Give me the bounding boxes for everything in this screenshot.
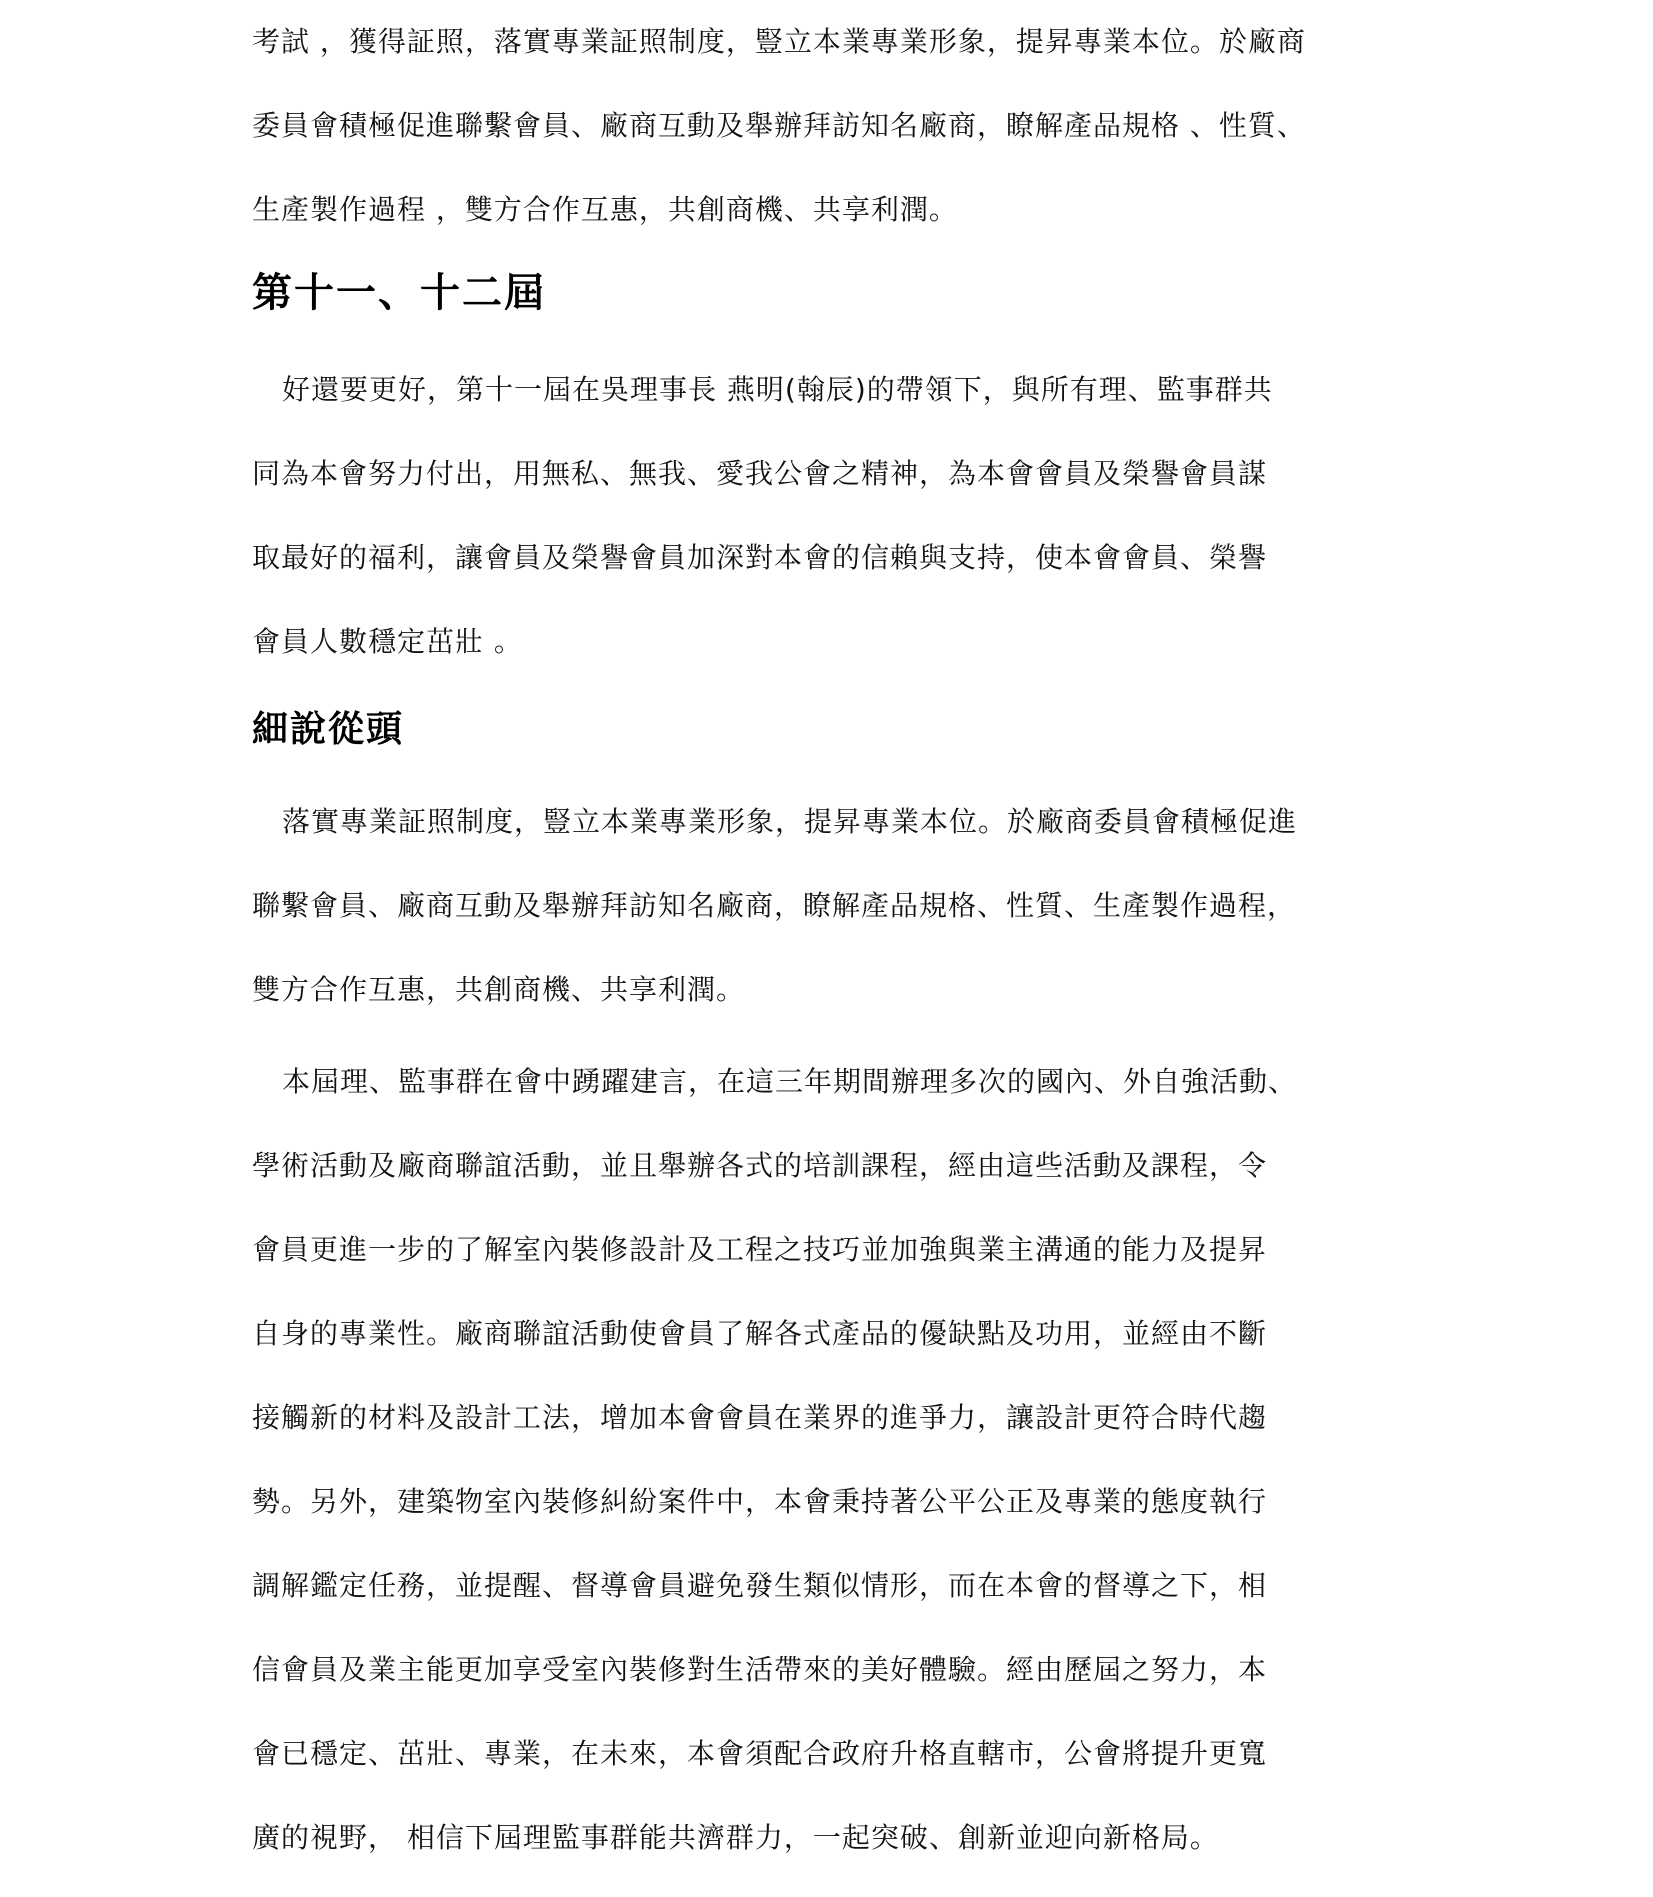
paragraph-line: 自身的專業性。廠商聯誼活動使會員了解各式產品的優缺點及功用，並經由不斷 (252, 1317, 1268, 1350)
paragraph-line: 會員人數穩定茁壯 。 (252, 625, 523, 658)
paragraph-line: 本屆理、監事群在會中踴躍建言，在這三年期間辦理多次的國內、外自強活動、 (282, 1065, 1298, 1098)
intro-line: 生產製作過程 ，雙方合作互惠，共創商機、共享利潤。 (252, 193, 958, 226)
paragraph-line: 信會員及業主能更加享受室內裝修對生活帶來的美好體驗。經由歷屆之努力，本 (252, 1653, 1268, 1686)
intro-line: 委員會積極促進聯繫會員、廠商互動及舉辦拜訪知名廠商，瞭解產品規格 、性質、 (252, 109, 1306, 142)
paragraph-line: 接觸新的材料及設計工法，增加本會會員在業界的進爭力，讓設計更符合時代趨 (252, 1401, 1268, 1434)
paragraph-line: 會員更進一步的了解室內裝修設計及工程之技巧並加強與業主溝通的能力及提昇 (252, 1233, 1268, 1266)
section-heading: 第十一、十二屆 (252, 270, 546, 316)
paragraph-line: 取最好的福利，讓會員及榮譽會員加深對本會的信賴與支持，使本會會員、榮譽 (252, 541, 1268, 574)
paragraph-line: 調解鑑定任務，並提醒、督導會員避免發生類似情形，而在本會的督導之下，相 (252, 1569, 1268, 1602)
intro-line: 考試 ，獲得証照，落實專業証照制度，豎立本業專業形象，提昇專業本位。於廠商 (252, 25, 1306, 58)
paragraph-line: 同為本會努力付出，用無私、無我、愛我公會之精神，為本會會員及榮譽會員謀 (252, 457, 1268, 490)
paragraph-line: 廣的視野， 相信下屆理監事群能共濟群力，一起突破、創新並迎向新格局。 (252, 1821, 1219, 1854)
section-heading: 細說從頭 (252, 709, 405, 750)
paragraph-line: 學術活動及廠商聯誼活動，並且舉辦各式的培訓課程，經由這些活動及課程，令 (252, 1149, 1268, 1182)
paragraph-line: 聯繫會員、廠商互動及舉辦拜訪知名廠商，瞭解產品規格、性質、生產製作過程， (252, 889, 1297, 922)
paragraph-line: 勢。另外，建築物室內裝修糾紛案件中，本會秉持著公平公正及專業的態度執行 (252, 1485, 1268, 1518)
paragraph-line: 會已穩定、茁壯、專業，在未來，本會須配合政府升格直轄市，公會將提升更寬 (252, 1737, 1268, 1770)
paragraph-line: 落實專業証照制度，豎立本業專業形象，提昇專業本位。於廠商委員會積極促進 (282, 805, 1298, 838)
paragraph-line: 好還要更好，第十一屆在吳理事長 燕明(翰辰)的帶領下，與所有理、監事群共 (282, 373, 1273, 406)
paragraph-line: 雙方合作互惠，共創商機、共享利潤。 (252, 973, 746, 1006)
